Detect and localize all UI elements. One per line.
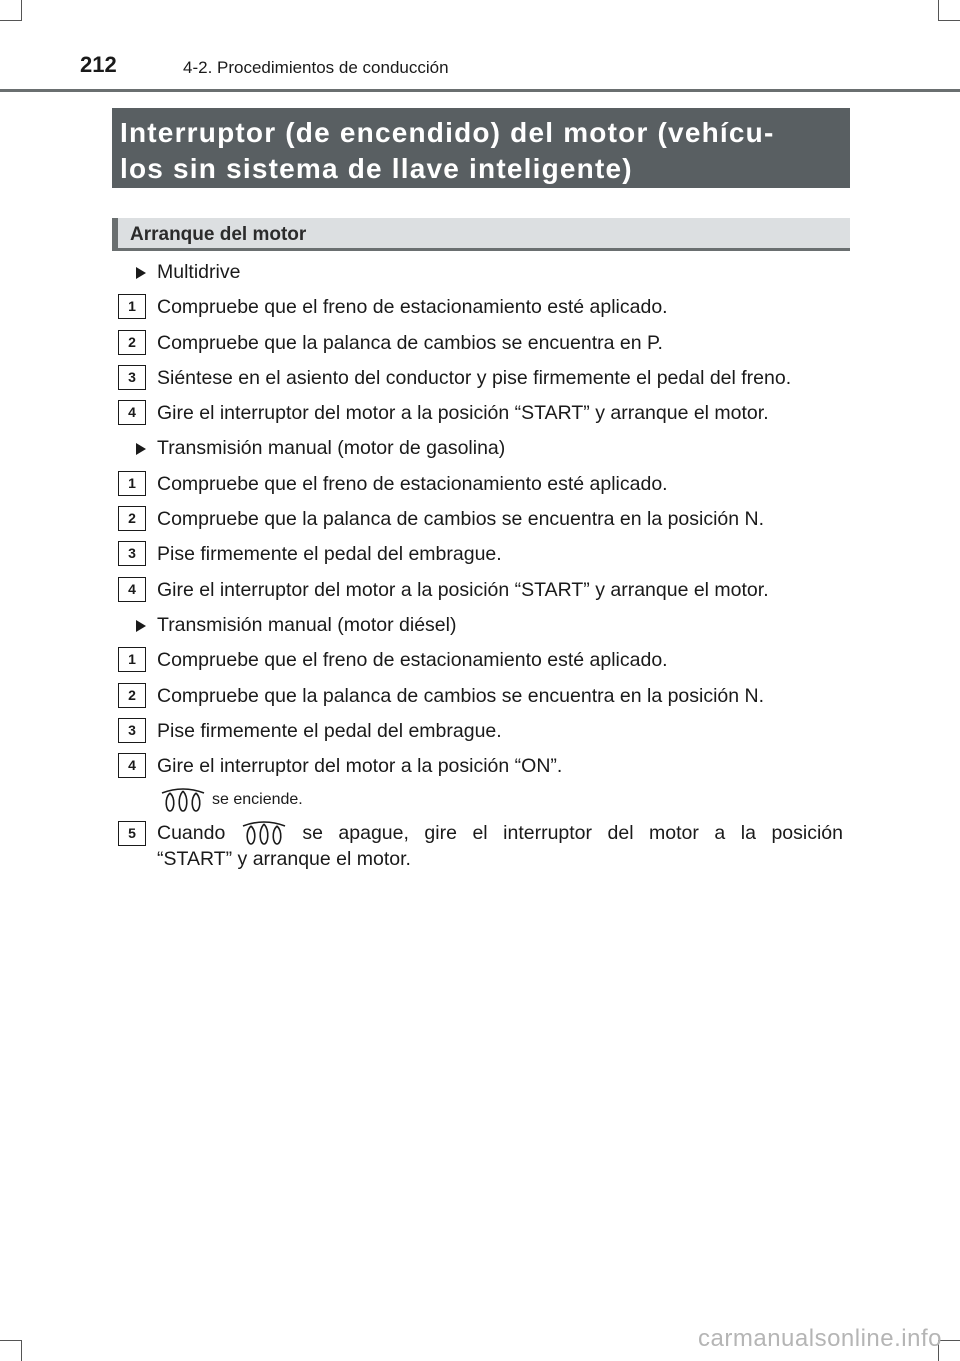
step-number-badge: 2 [118,683,146,708]
step-row [118,574,848,609]
indicator-note [118,785,848,818]
step-text: Gire el interruptor del motor a la posición “START” y arranque el motor. [157,578,769,601]
subsection-heading: Arranque del motor [112,218,850,251]
step-row [118,397,848,432]
step-row [118,538,848,573]
step-number-badge: 2 [118,330,146,355]
step-text: Compruebe que la palanca de cambios se encuentra en la posición N. [157,684,765,707]
word: la [740,821,756,844]
step-row [118,818,848,878]
group-label: Transmisión manual (motor diésel) [157,613,457,636]
step-number-badge: 3 [118,718,146,743]
step-number-badge: 1 [118,471,146,496]
step-text: Siéntese en el asiento del conductor y pise firmemente el pedal del freno. [157,366,792,389]
glow-plug-indicator-icon [160,787,206,818]
step-row [118,468,848,503]
step-text: Pise firmemente el pedal del embrague. [157,543,502,566]
step-row [118,644,848,679]
word: posición [771,821,843,844]
group-label: Multidrive [157,261,241,283]
step-text: Compruebe que el freno de estacionamiento esté aplicado. [157,296,668,319]
crop-mark [938,20,960,21]
word: el [472,821,488,844]
step-number-badge: 3 [118,541,146,566]
step-number-badge: 5 [118,821,146,846]
step-number-badge: 1 [118,294,146,319]
header-rule [0,89,960,92]
crop-mark [0,1340,22,1341]
word: a [714,821,726,844]
section-title-line-1: Interruptor (de encendido) del motor (vehícu- [120,117,775,148]
step-text: Compruebe que la palanca de cambios se encuentra en la posición N. [157,508,765,531]
group-label-row [118,256,848,291]
procedure-content [118,256,848,878]
page-number: 212 [80,52,117,77]
crop-mark [938,0,939,21]
step-number-badge: 4 [118,400,146,425]
step-text: Compruebe que el freno de estacionamiento esté aplicado. [157,472,668,495]
chapter-title: 4-2. Procedimientos de conducción [183,58,449,77]
step-row [118,750,848,785]
triangle-bullet-icon [136,620,146,632]
step-text: Pise firmemente el pedal del embrague. [157,719,502,742]
triangle-bullet-icon [136,267,146,279]
step-number-badge: 4 [118,577,146,602]
word: del [607,821,634,844]
step-number-badge: 4 [118,753,146,778]
section-title-line-2: los sin sistema de llave inteligente) [120,153,633,184]
word: interruptor [503,821,593,844]
group-label-row [118,609,848,644]
step-text: Gire el interruptor del motor a la posición “START” y arranque el motor. [157,402,769,425]
step-row [118,680,848,715]
group-label: Transmisión manual (motor de gasolina) [157,437,506,460]
step-text-justified [157,820,843,846]
triangle-bullet-icon [136,443,146,455]
word: gire [424,821,457,844]
step-text: Compruebe que la palanca de cambios se encuentra en P. [157,331,663,354]
step-text: Compruebe que el freno de estacionamiento esté aplicado. [157,649,668,672]
step-row [118,327,848,362]
crop-mark [0,20,22,21]
section-title-box [112,108,850,188]
word: Cuando [157,821,226,844]
step-number-badge: 1 [118,647,146,672]
crop-mark [21,1340,22,1361]
watermark: carmanualsonline.info [698,1325,942,1352]
step-row [118,362,848,397]
step-row [118,291,848,326]
note-text: se enciende. [212,791,303,809]
word: se [302,821,323,844]
step-row [118,715,848,750]
step-number-badge: 3 [118,365,146,390]
word: motor [649,821,699,844]
step-row [118,503,848,538]
step-text-line-2: “START” y arranque el motor. [157,848,411,871]
step-number-badge: 2 [118,506,146,531]
step-text: Gire el interruptor del motor a la posición “ON”. [157,755,563,778]
page-header [0,40,960,92]
group-label-row [118,432,848,467]
word: apague, [338,821,409,844]
glow-plug-indicator-icon [241,820,287,846]
crop-mark [21,0,22,21]
